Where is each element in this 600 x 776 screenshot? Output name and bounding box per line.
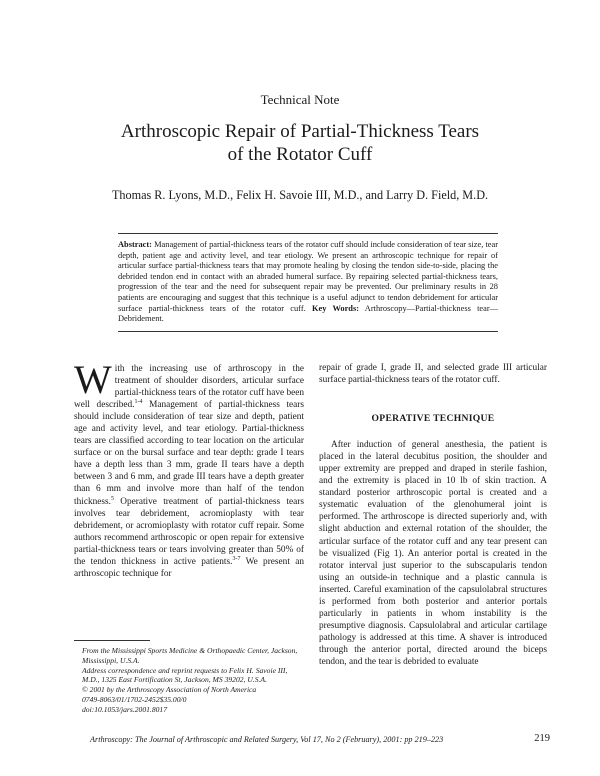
abstract-text: Management of partial-thickness tears of the rotator cuff should include consideration of tear size, tear depth, patient age and activity level, and tear etiology. We present an arthroscopic technique for repair of articular surface partial-thickness tears that may promote healing by closing the tendon side-to-side, placing the debrided tendon end in contact with an abraded humeral surface. By repairing selected partial-thickness tears, progression of the tear and the need for subsequent repair may be prevented. Our preliminary results in 28 patients are encouraging and suggest that this technique is a useful adjunct to tendon debridement for articular surface partial-thickness tears of the rotator cuff. <box>118 240 499 313</box>
abstract <box>118 240 498 325</box>
reference-citation: 5 <box>110 495 114 502</box>
reference-citation: 3-7 <box>232 555 241 562</box>
footnote-affiliation: From the Mississippi Sports Medicine & Orthopaedic Center, Jackson, Mississippi, U.S.A. <box>82 646 298 665</box>
title-line-2: of the Rotator Cuff <box>227 144 373 165</box>
footnotes <box>74 646 306 715</box>
body-column-left <box>74 357 304 580</box>
keywords-text: Arthroscopy—Partial-thickness tear—Debridement. <box>118 303 499 324</box>
footnote-correspondence: Address correspondence and reprint requests to Felix H. Savoie III, M.D., 1325 East Fortification St, Jackson, MS 39202, U.S.A. <box>82 665 288 685</box>
technique-paragraph: After induction of general anesthesia, the patient is placed in the lateral decubitus position, the shoulder and upper extremity are prepped and draped in sterile fashion, and the extremity is placed in 10 lb of skin traction. A standard posterior arthroscopic portal is created and a systematic evaluation of the glenohumeral joint is performed. The arthroscope is directed superiorly and, with slight abduction and external rotation of the shoulder, the articular surface of the rotator cuff and any tear present can be visualized (Fig 1). An anterior portal is created in the rotator interval just superior to the subscapularis tendon using an outside-in technique and a plastic cannula is inserted. Careful examination of the capsulolabral structures is performed from both posterior and anterior portals particularly in patients in whom instability is the presumptive diagnosis. Capsulolabral and articular cartilage pathology is addressed at this time. A shaver is introduced through the anterior portal, directed around the biceps tendon, and the tear is debrided to evaluate <box>319 440 547 667</box>
footnote-issn: 0749-8063/01/1702-2452$35.00/0 <box>82 694 187 704</box>
intro-paragraph: With the increasing use of arthroscopy in the treatment of shoulder disorders, articular surface partial-thickness tears of the rotator cuff have been well described.$^{1-4}$ Management of partial-thickness tears should include consideration of tear size and depth, patient age and activity level, and tear etiology. Partial-thickness tears are classified according to tear location on the articular surface or on the bursal surface and tear depth: grade I tears have a depth less than 3 mm, grade II tears have a depth between 3 and 6 mm, and grade III tears have a depth greater than 6 mm and involve more than half of the tendon thickness.$^5$ Operative treatment of partial-thickness tears involves tear debridement, acromioplasty with tear debridement, or acromioplasty with rotator cuff repair. Some authors recommend arthroscopic or open repair for extensive partial-thickness tears or tears involving greater than 50% of the tendon thickness in active patients.$^{3-7}$ We present an arthroscopic technique for <box>74 357 304 579</box>
footnote-doi: doi:10.1053/jars.2001.8017 <box>82 704 168 714</box>
journal-citation: Arthroscopy: The Journal of Arthroscopic and Related Surgery, Vol 17, No 2 (February), 2001: pp 219–223 <box>90 735 444 744</box>
keywords-label: Key Words: <box>311 303 359 313</box>
footnote-copyright: © 2001 by the Arthroscopy Association of North America <box>82 685 257 695</box>
abstract-top-rule <box>118 233 498 234</box>
abstract-bottom-rule <box>118 331 498 332</box>
title-line-1: Arthroscopic Repair of Partial-Thickness Tears <box>120 121 480 142</box>
page-number: 219 <box>534 733 550 744</box>
footnote-rule <box>74 640 150 641</box>
authors: Thomas R. Lyons, M.D., Felix H. Savoie III, M.D., and Larry D. Field, M.D. <box>111 188 489 202</box>
intro-paragraph-continued: repair of grade I, grade II, and selected grade III articular surface partial-thickness tears of the rotator cuff. <box>319 363 547 386</box>
section-heading: OPERATIVE TECHNIQUE <box>371 413 495 425</box>
body-column-right <box>319 362 547 668</box>
abstract-label: Abstract: <box>118 240 152 249</box>
section-label: Technical Note <box>260 92 340 107</box>
article-title <box>60 120 540 166</box>
reference-citation: 1-4 <box>134 399 143 406</box>
drop-cap: W <box>74 357 112 402</box>
